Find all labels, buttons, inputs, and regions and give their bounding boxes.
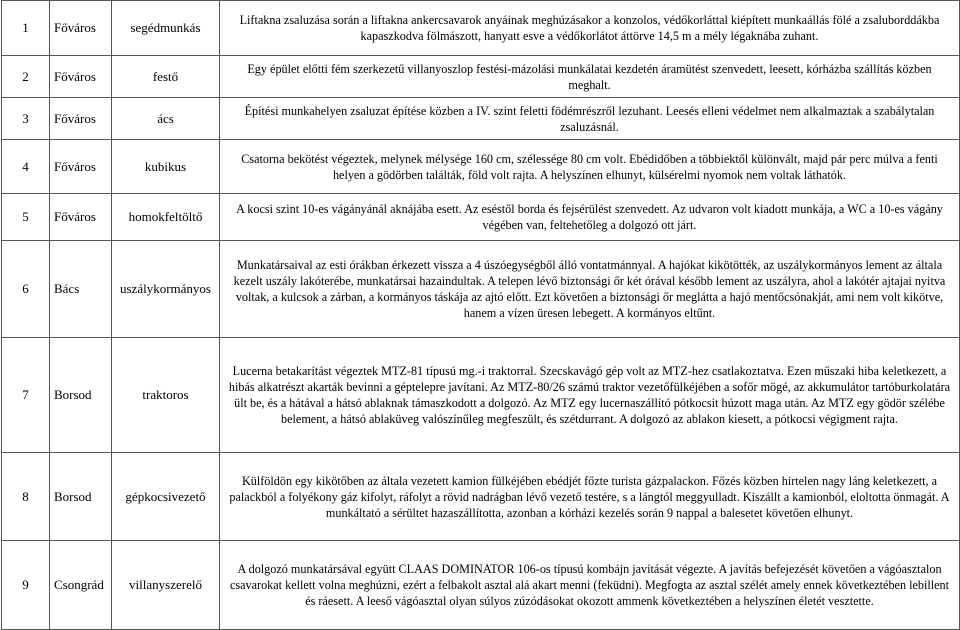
row-occupation: ács	[112, 98, 220, 140]
row-description: Egy épület előtti fém szerkezetű villanyoszlop festési-mázolási munkálatai kezdetén áramütést szenvedett, leesett, kórházba szállítás közben meghalt.	[220, 56, 960, 98]
table-row	[2, 453, 960, 541]
row-number: 4	[2, 140, 50, 194]
row-number: 7	[2, 338, 50, 453]
table-row	[2, 241, 960, 338]
row-description: Csatorna bekötést végeztek, melynek mélysége 160 cm, szélessége 80 cm volt. Ebédidőben a többiektől különvált, majd pár perc múlva a fenti helyen a gödörben találták, föld volt rajta. A helyszínen elhunyt, külsérelmi nyomok nem voltak láthatók.	[220, 140, 960, 194]
row-occupation: homokfeltöltő	[112, 194, 220, 241]
row-number: 1	[2, 1, 50, 56]
row-occupation: festő	[112, 56, 220, 98]
row-description: Külföldön egy kikötőben az általa vezetett kamion fülkéjében ebédjét főzte turista gázpalackon. Főzés közben hirtelen nagy láng keletkezett, a palackból a folyékony gáz kifolyt, ráfolyt a rövid nadrágban lévő vezető testére, s a lángtól meggyulladt. Kiszállt a kamionból, eloltotta önmagát. A munkáltató a sérültet hazaszállította, azonban a kórházi kezelés során 9 nappal a balesetet követően elhunyt.	[220, 453, 960, 541]
row-city: Főváros	[50, 140, 112, 194]
row-occupation: kubikus	[112, 140, 220, 194]
table-row	[2, 541, 960, 630]
row-number: 5	[2, 194, 50, 241]
table-row	[2, 98, 960, 140]
row-occupation: uszálykormányos	[112, 241, 220, 338]
row-number: 8	[2, 453, 50, 541]
row-city: Főváros	[50, 56, 112, 98]
row-description: Építési munkahelyen zsaluzat építése közben a IV. szint feletti födémrészről lezuhant. Leesés elleni védelmet nem alkalmaztak a szabálytalan zsaluzásnál.	[220, 98, 960, 140]
table-row	[2, 1, 960, 56]
accident-table	[1, 0, 960, 630]
row-number: 2	[2, 56, 50, 98]
row-city: Borsod	[50, 453, 112, 541]
table-row	[2, 140, 960, 194]
row-description: A kocsi szint 10-es vágányánál aknájába esett. Az eséstől borda és fejsérülést szenvedett. Az udvaron volt kiadott munkája, a WC a 10-es vágány végében van, feltehetőleg a dolgozó ott járt.	[220, 194, 960, 241]
table-row	[2, 56, 960, 98]
row-occupation: segédmunkás	[112, 1, 220, 56]
row-city: Csongrád	[50, 541, 112, 630]
row-city: Főváros	[50, 98, 112, 140]
row-city: Főváros	[50, 1, 112, 56]
row-occupation: villanyszerelő	[112, 541, 220, 630]
row-city: Főváros	[50, 194, 112, 241]
row-city: Bács	[50, 241, 112, 338]
row-occupation: traktoros	[112, 338, 220, 453]
row-number: 6	[2, 241, 50, 338]
row-description: A dolgozó munkatársával együtt CLAAS DOMINATOR 106-os típusú kombájn javítását végezte. A javítás befejezését követően a vágóasztalon csavarokat kellett volna meghúzni, ezért a felbakolt asztal alá akart menni (feküdni). Megfogta az asztal szélét amely ennek következtében lebillent és ráesett. A leeső vágóasztal olyan súlyos zúzódásokat okozott ammenk következtében a helyszínen életét vesztette.	[220, 541, 960, 630]
row-description: Munkatársaival az esti órákban érkezett vissza a 4 úszóegységből álló vontatmánnyal. A hajókat kikötötték, az uszálykormányos lement az általa kezelt uszály lakóterébe, munkatársai hazaindultak. A telepen lévő biztonsági őr két órával később lement az uszályra, ahol a lakótér ajtajai nyitva voltak, a kulcsok a zárban, a kormányos táskája az ajtó előtt. Ezt követően a biztonsági őr meglátta a hajó mentőcsónakját, ami nem volt kikötve, hanem a vízen üresen lebegett. A kormányos eltűnt.	[220, 241, 960, 338]
row-city: Borsod	[50, 338, 112, 453]
table-row	[2, 194, 960, 241]
table-row	[2, 338, 960, 453]
row-number: 9	[2, 541, 50, 630]
row-description: Liftakna zsaluzása során a liftakna ankercsavarok anyáinak meghúzásakor a konzolos, védőkorláttal kiépített munkaállás fölé a zsaluborddákba kapaszkodva fölmászott, hanyatt esve a védőkorlátot áttörve 14,5 m a mély légaknába zuhant.	[220, 1, 960, 56]
row-occupation: gépkocsivezető	[112, 453, 220, 541]
row-number: 3	[2, 98, 50, 140]
row-description: Lucerna betakarítást végeztek MTZ-81 típusú mg.-i traktorral. Szecskavágó gép volt az MTZ-hez csatlakoztatva. Ezen műszaki hiba keletkezett, a hibás alkatrészt akarták bevinni a géptelepre javítani. Az MTZ-80/26 számú traktor vezetőfülkéjében a sofőr mögé, az akkumulátor tartóburkolatára ült be, és a hátával a hátsó ablaknak támaszkodott a dolgozó. Az MTZ egy lucernaszállító pótkocsit húzott maga után. Az MTZ egy gödör szélébe belement, a hátsó ablaküveg valószínűleg megfeszült, és szétdurrant. A dolgozó az ablakon kiesett, a pótkocsi végigment rajta.	[220, 338, 960, 453]
